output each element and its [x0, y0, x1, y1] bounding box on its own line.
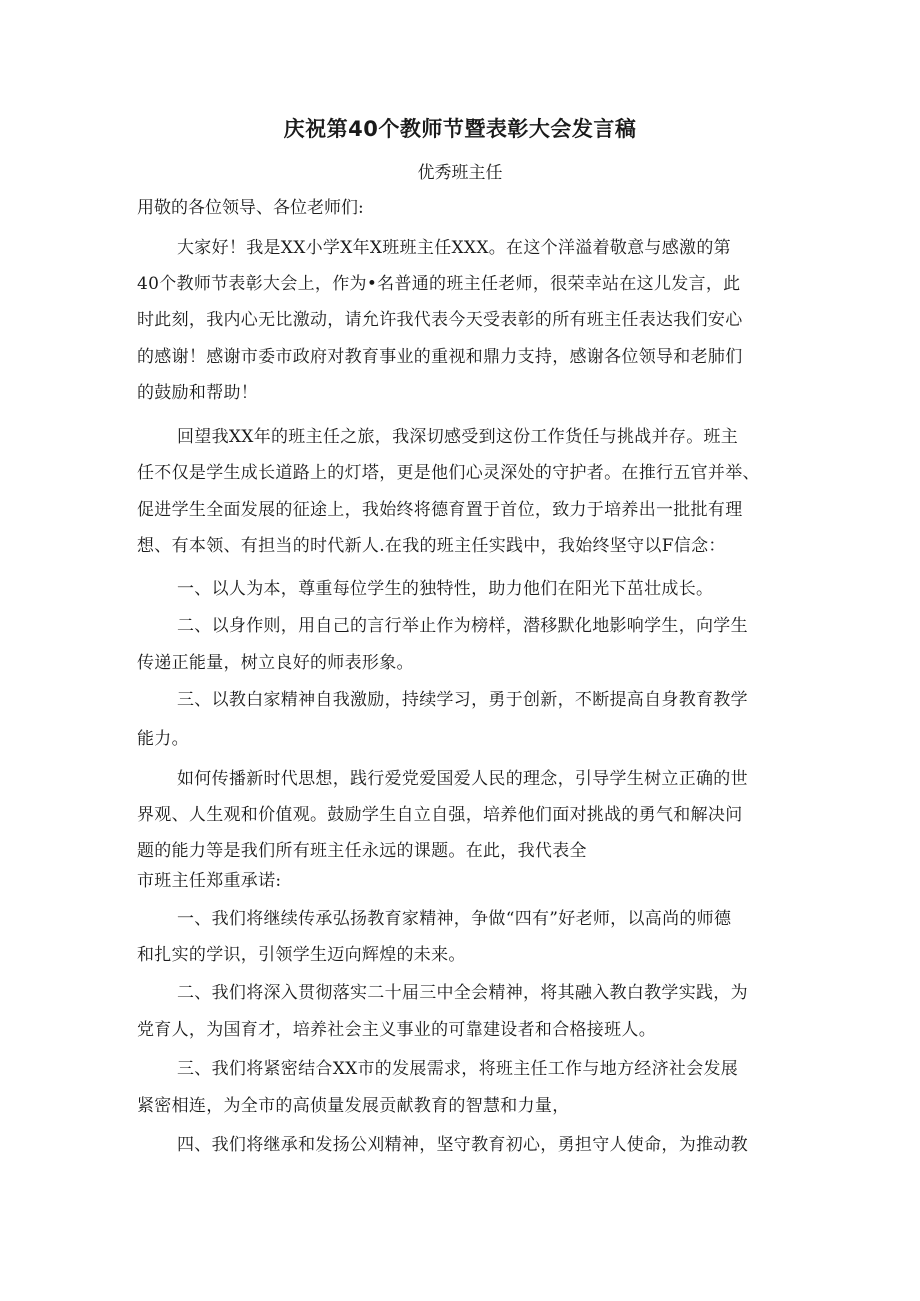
- salutation: 用敬的各位领导、各位老师们:: [137, 198, 364, 218]
- paragraph-line: 党育人，为国育才，培养社会主义事业的可靠建设者和合格接班人。: [137, 1020, 656, 1040]
- paragraph-line: 三、我们将紧密结合XX市的发展需求，将班主任工作与地方经济社会发展: [177, 1059, 739, 1079]
- paragraph-line: 四、我们将继承和发扬公刈精神，坚守教育初心，勇担守人使命，为推动教: [177, 1135, 748, 1155]
- paragraph-line: 和扎实的学识，引领学生迈向辉煌的未来。: [137, 945, 466, 965]
- paragraph-line: 任不仅是学生成长道路上的灯塔，更是他们心灵深处的守护者。在推行五官并举、: [137, 463, 760, 483]
- paragraph-line: 市班主任郑重承诺:: [137, 871, 282, 891]
- paragraph-line: 三、以教白家精神自我激励，持续学习，勇于创新，不断提高自身教育教学: [177, 690, 748, 710]
- document-title: 庆祝第40个教师节暨表彰大会发言稿: [283, 117, 637, 141]
- document-subtitle: 优秀班主任: [417, 163, 503, 183]
- paragraph-line: 大家好！我是XX小学X年X班班主任XXX。在这个洋溢着敬意与感激的第: [177, 238, 731, 258]
- paragraph-line: 想、有本领、有担当的时代新人.在我的班主任实践中，我始终坚守以F信念：: [137, 536, 726, 556]
- paragraph-line: 的感谢！感谢市委市政府对教育事业的重视和鼎力支持，感谢各位领导和老肺们: [137, 347, 743, 367]
- paragraph-line: 回望我XX年的班主任之旅，我深切感受到这份工作货任与挑战并存。班主: [177, 427, 739, 447]
- paragraph-line: 二、我们将深入贯彻落实二十届三中全会精神，将其融入教白教学实践，为: [177, 983, 748, 1003]
- paragraph-line: 一、以人为本，尊重每位学生的独特性，助力他们在阳光下茁壮成长。: [177, 579, 714, 599]
- paragraph-line: 40个教师节表彰大会上，作为•名普通的班主任老师，很荣幸站在这儿发言，此: [137, 274, 741, 294]
- paragraph-line: 时此刻，我内心无比激动，请允许我代表今天受表彰的所有班主任表达我们安心: [137, 310, 743, 330]
- paragraph-line: 能力。: [137, 729, 189, 749]
- paragraph-line: 促进学生全面发展的征途上，我始终将德育置于首位，致力于培养出一批批有理: [137, 500, 743, 520]
- paragraph-line: 题的能力等是我们所有班主任永远的课题。在此，我代表全: [137, 841, 587, 861]
- paragraph-line: 传递正能量，树立良好的师表形象。: [137, 653, 414, 673]
- paragraph-line: 二、以身作则，用自己的言行举止作为榜样，潜移默化地影响学生，向学生: [177, 616, 748, 636]
- paragraph-line: 一、我们将继续传承弘扬教育家精神，争做“四有”好老师，以高尚的师德: [177, 909, 732, 929]
- paragraph-line: 如何传播新时代思想，践行爱党爱国爱人民的理念，引导学生树立正确的世: [177, 769, 748, 789]
- paragraph-line: 界观、人生观和价值观。鼓励学生自立自强，培养他们面对挑战的勇气和解决问: [137, 805, 743, 825]
- paragraph-line: 的鼓励和帮助！: [137, 383, 259, 403]
- paragraph-line: 紧密相连，为全市的高侦量发展贡献教育的智慧和力量，: [137, 1096, 570, 1116]
